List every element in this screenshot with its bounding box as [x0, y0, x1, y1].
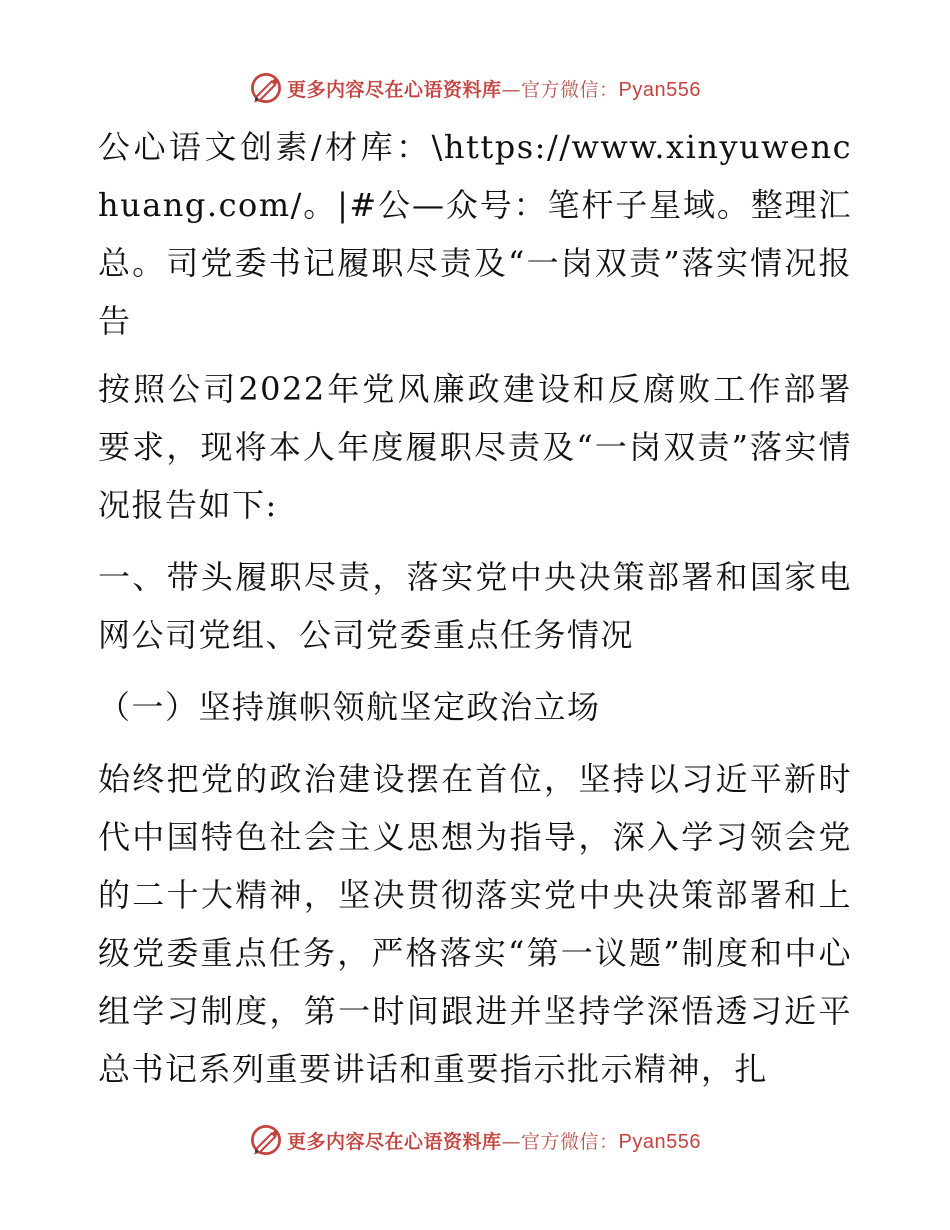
opening-paragraph: 按照公司2022年党风廉政建设和反腐败工作部署要求，现将本人年度履职尽责及“一岗双责”落实情况报告如下:	[98, 370, 852, 524]
banner-main-text: 更多内容尽在心语资料库	[287, 78, 502, 101]
pen-logo-icon	[249, 1123, 283, 1157]
header-watermark-banner	[0, 68, 950, 108]
subsection-heading: （一）坚持旗帜领航坚定政治立场	[98, 688, 601, 726]
banner-sub-text: —官方微信：	[501, 1130, 619, 1153]
title-paragraph: 公心语文创素/材库：\https://www.xinyuwenchuang.com/。|#公—众号：笔杆子星域。整理汇总。司党委书记履职尽责及“一岗双责”落实情况报告	[98, 128, 852, 340]
banner-wechat-id: Pyan556	[618, 1130, 701, 1153]
footer-watermark-banner	[0, 1120, 950, 1160]
section-heading: 一、带头履职尽责，落实党中央决策部署和国家电网公司党组、公司党委重点任务情况	[98, 558, 852, 654]
body-paragraph: 始终把党的政治建设摆在首位，坚持以习近平新时代中国特色社会主义思想为指导，深入学习领会党的二十大精神，坚决贯彻落实党中央决策部署和上级党委重点任务，严格落实“第一议题”制度和中心组学习制度，第一时间跟进并坚持学深悟透习近平总书记系列重要讲话和重要指示批示精神，扎	[98, 760, 852, 1088]
banner-sub-text: —官方微信：	[501, 78, 619, 101]
pen-logo-icon	[249, 71, 283, 105]
banner-wechat-id: Pyan556	[618, 78, 701, 101]
banner-main-text: 更多内容尽在心语资料库	[287, 1130, 502, 1153]
document-body	[98, 118, 852, 1112]
